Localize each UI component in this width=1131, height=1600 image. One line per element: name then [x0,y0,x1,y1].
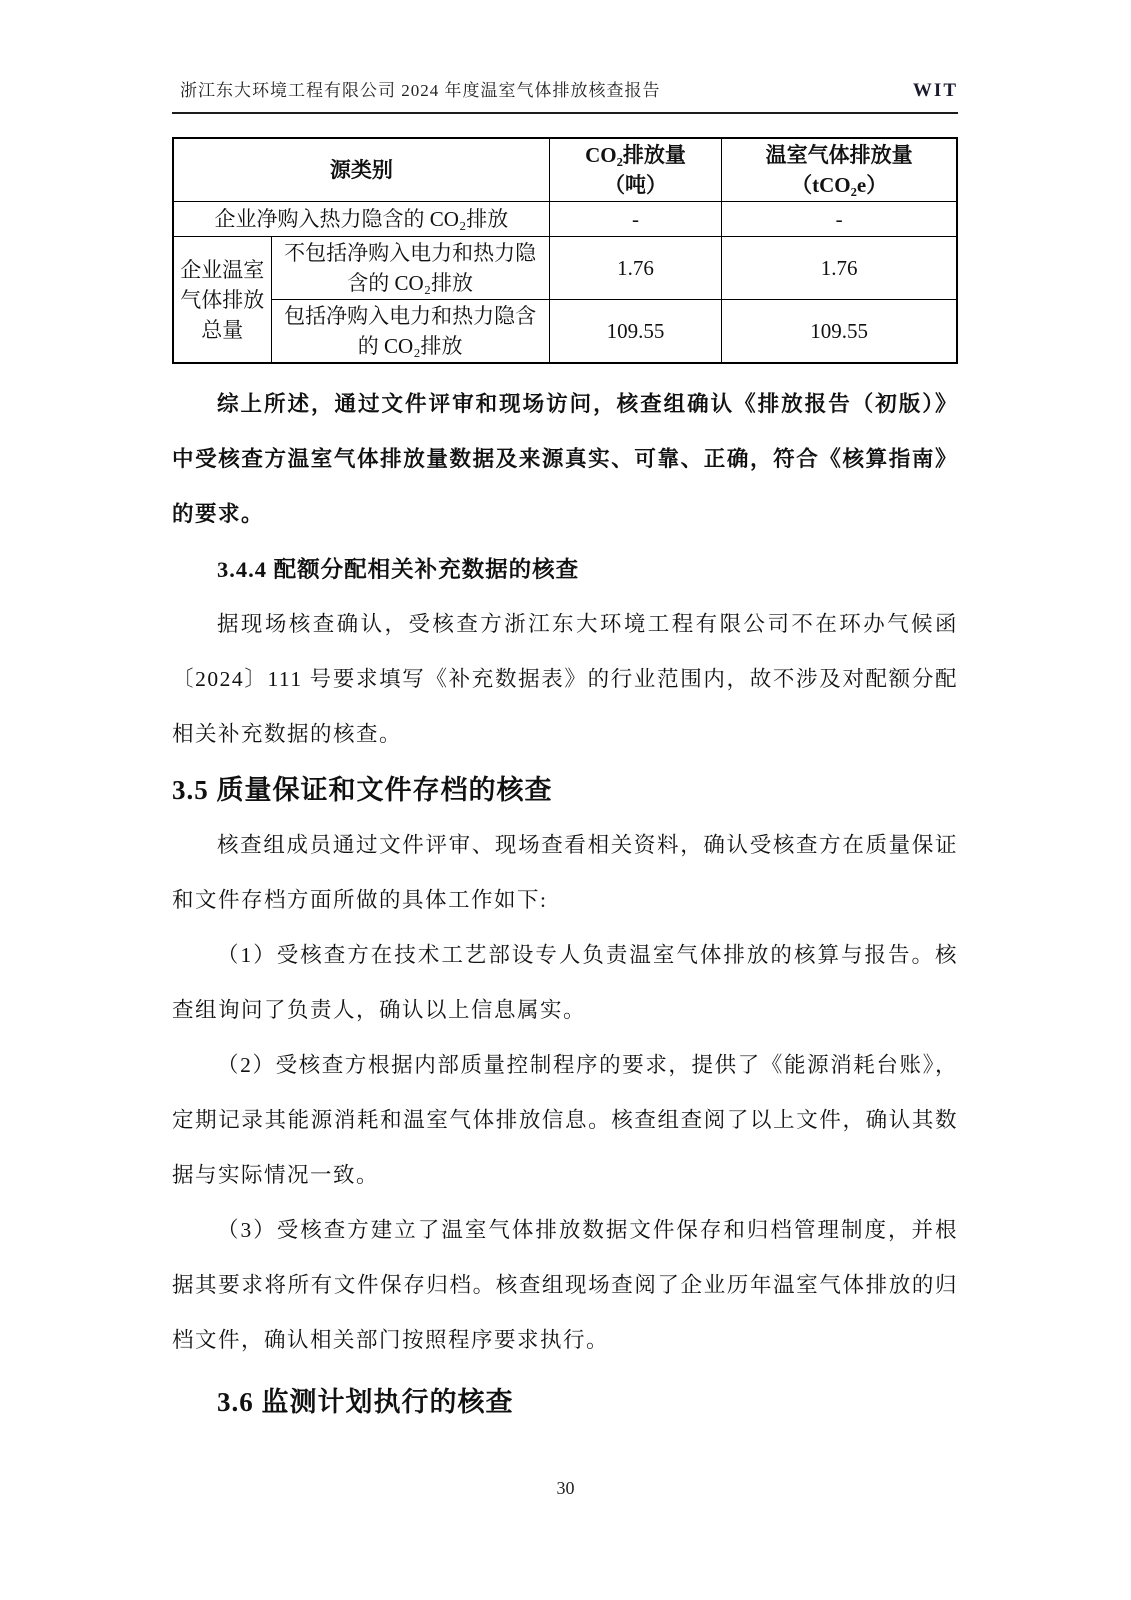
paragraph-item-1: （1）受核查方在技术工艺部设专人负责温室气体排放的核算与报告。核查组询问了负责人，确认以上信息属实。 [172,943,958,1022]
section-heading-3-4-4: 3.4.4 配额分配相关补充数据的核查 [217,557,580,582]
table-row-total-excl [173,237,957,300]
paragraph-3-4-4: 据现场核查确认，受核查方浙江东大环境工程有限公司不在环办气候函〔2024〕111 号要求填写《补充数据表》的行业范围内，故不涉及对配额分配相关补充数据的核查。 [172,612,958,746]
row-excl-label: 不包括净购入电力和热力隐含的 CO₂排放 [271,237,549,300]
header-logo-wit: WIT [912,80,958,101]
row-heat-ghg: - [722,202,957,237]
table-header-ghg-line1: 温室气体排放量 [765,143,913,167]
table-header-ghg-line2: （tCO₂e） [791,173,888,197]
row-incl-label: 包括净购入电力和热力隐含的 CO₂排放 [271,300,549,364]
row-incl-co2: 109.55 [549,300,721,364]
table-header-row [173,138,957,202]
paragraph-item-2: （2）受核查方根据内部质量控制程序的要求，提供了《能源消耗台账》，定期记录其能源消耗和温室气体排放信息。核查组查阅了以上文件，确认其数据与实际情况一致。 [172,1053,958,1187]
paragraph-item-3: （3）受核查方建立了温室气体排放数据文件保存和归档管理制度，并根据其要求将所有文件保存归档。核查组现场查阅了企业历年温室气体排放的归档文件，确认相关部门按照程序要求执行。 [172,1218,958,1352]
table-header-co2-line2: （吨） [604,173,668,197]
emissions-summary-table [172,137,958,364]
row-excl-ghg: 1.76 [722,237,957,300]
table-header-ghg [722,138,957,202]
row-incl-ghg: 109.55 [722,300,957,364]
section-heading-3-5: 3.5 质量保证和文件存档的核查 [172,775,553,805]
table-header-co2-line1: CO₂排放量 [585,143,686,167]
table-row-heat [173,202,957,237]
table-row-total-incl [173,300,957,364]
row-group-total-label: 企业温室气体排放总量 [173,237,271,364]
header-title: 浙江东大环境工程有限公司 2024 年度温室气体排放核查报告 [180,81,661,100]
page-number: 30 [556,1478,575,1498]
page-content [172,137,958,1430]
row-heat-co2: - [549,202,721,237]
table-header-source: 源类别 [173,138,549,202]
paragraph-3-5-intro: 核查组成员通过文件评审、现场查看相关资料，确认受核查方在质量保证和文件存档方面所做的具体工作如下: [172,833,958,912]
page-header [172,76,958,114]
row-excl-co2: 1.76 [549,237,721,300]
row-heat-label: 企业净购入热力隐含的 CO₂排放 [173,202,549,237]
section-heading-3-6: 3.6 监测计划执行的核查 [217,1387,514,1417]
table-header-co2 [549,138,721,202]
summary-paragraph: 综上所述，通过文件评审和现场访问，核查组确认《排放报告（初版）》中受核查方温室气体排放量数据及来源真实、可靠、正确，符合《核算指南》的要求。 [172,392,958,526]
